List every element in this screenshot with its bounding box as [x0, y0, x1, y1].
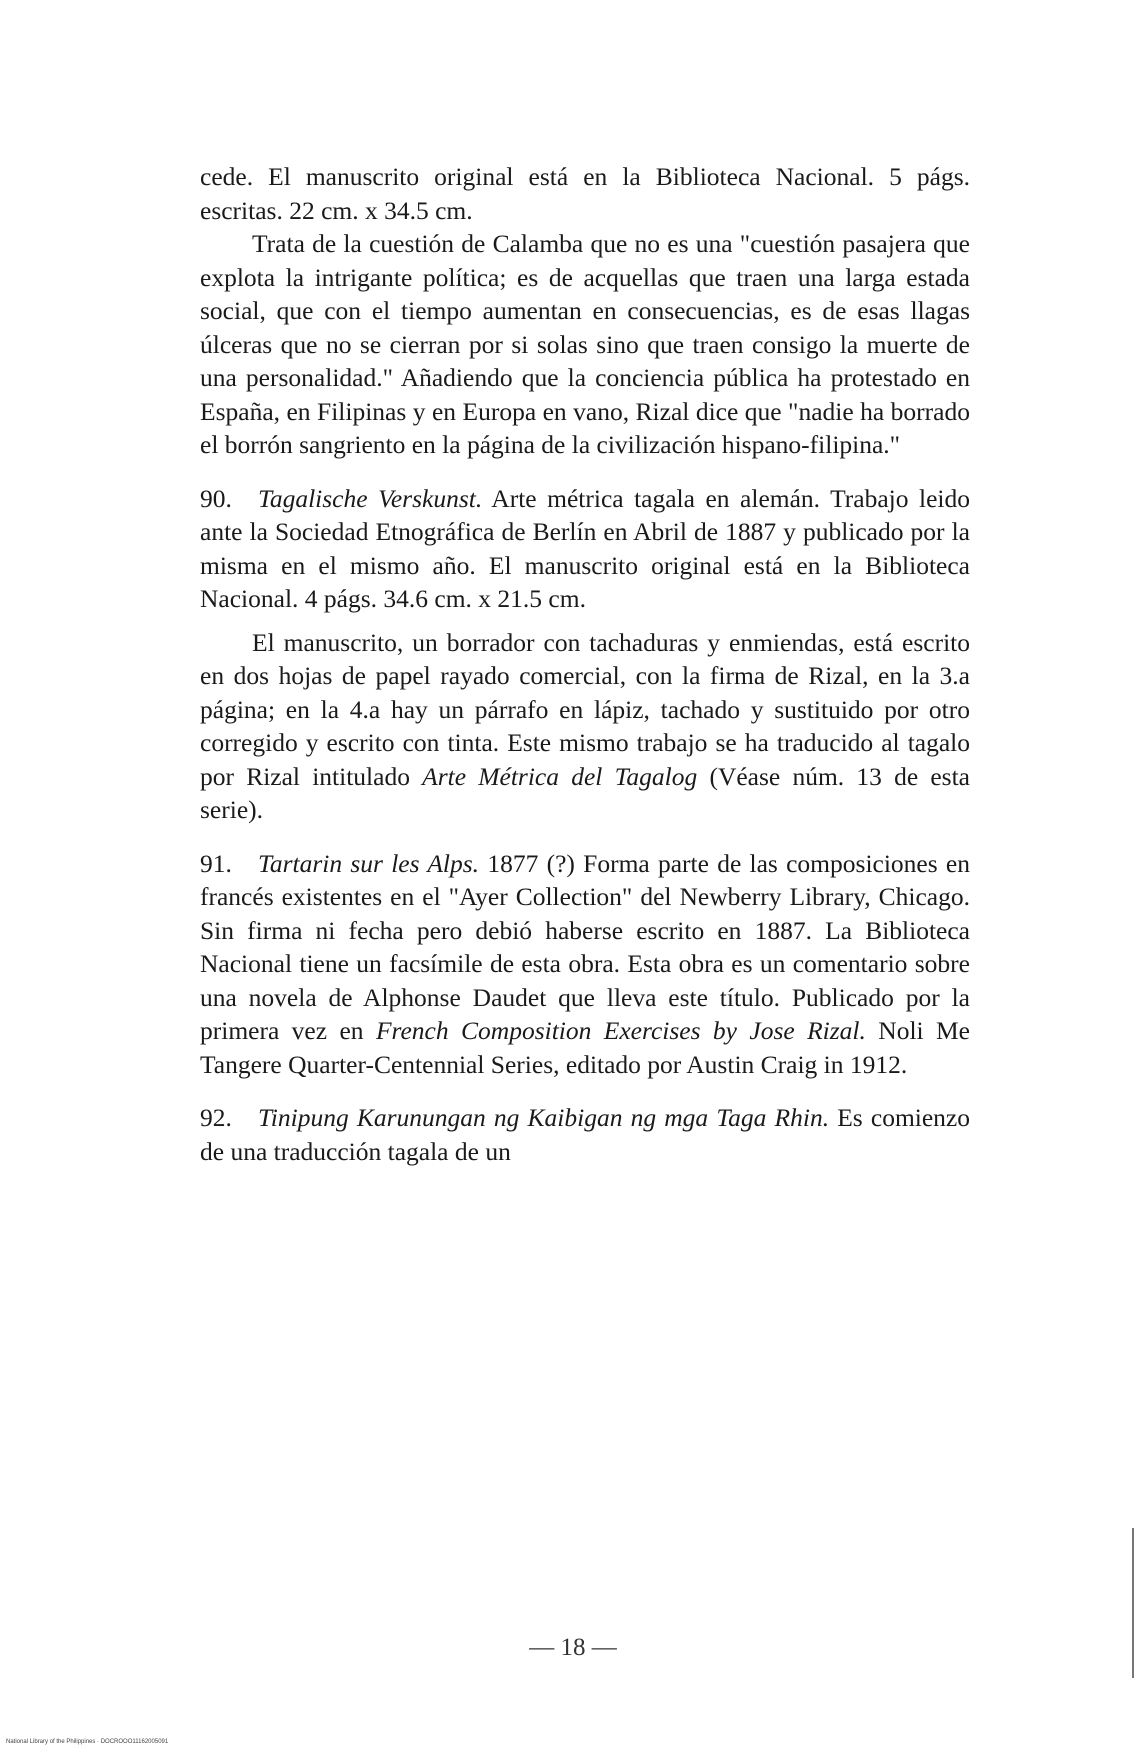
entry-text-end: Noli Me Tangere Quarter-Centennial Series, editado por Austin Craig in 1912.	[200, 1016, 971, 1079]
entry-91	[200, 847, 970, 1082]
entry-92	[200, 1101, 970, 1168]
entry-text: Es comienzo de una traducción tagala de un	[200, 1103, 970, 1166]
entry-title: Tartarin sur les Alps.	[258, 848, 480, 878]
entry-90	[200, 482, 970, 616]
continued-paragraph: cede. El manuscrito original está en la Biblioteca Nacional. 5 págs. escritas. 22 cm. x 34.5 cm.	[200, 162, 970, 225]
entry-note-italic: Arte Métrica del Tagalog	[422, 761, 698, 791]
entry-title: Tagalische Verskunst.	[258, 483, 483, 513]
page-body	[200, 160, 970, 1168]
page-number: — 18 —	[529, 1634, 617, 1661]
entry-note-text: El manuscrito, un borrador con tachaduras y enmiendas, está escrito en dos hojas de papel rayado comercial, con la firma de Rizal, en la 3.a página; en la 4.a hay un párrafo en lápiz, tachado y sustituido por otro corregido y escrito con tinta. Este mismo trabajo se ha traducido al tagalo por Rizal intitulado	[200, 627, 970, 791]
entry-text-italic: French Composition Exercises by Jose Rizal.	[375, 1016, 866, 1045]
continued-paragraph-2: Trata de la cuestión de Calamba que no es una "cuestión pasajera que explota la intrigante política; es de acquellas que traen una larga estada social, que con el tiempo aumentan en consecuencias, es de esas llagas úlceras que no se cierran por si solas sino que traen consigo la muerte de una personalidad." Añadiendo que la conciencia pública ha protestado en España, en Filipinas y en Europa en vano, Rizal dice que "nadie ha borrado el borrón sangriento en la página de la civilización hispano-filipina."	[200, 229, 970, 459]
entry-text: 1877 (?) Forma parte de las composiciones en francés existentes en el "Ayer Collection" del Newberry Library, Chicago. Sin firma ni fecha pero debió haberse escrito en 1887. La Biblioteca Nacional tiene un facsímile de esta obra. Esta obra es un comentario sobre una novela de Alphonse Daudet que lleva este título. Publicado por la primera vez en	[200, 848, 971, 1045]
footer-credit: National Library of the Philippines · DOCROOO11162005091	[6, 1739, 169, 1745]
entry-note-text-end: (Véase núm. 13 de esta serie).	[200, 761, 970, 824]
entry-title: Tinipung Karunungan ng Kaibigan ng mga Taga Rhin.	[258, 1103, 830, 1132]
entry-text: Arte métrica tagala en alemán. Trabajo leido ante la Sociedad Etnográfica de Berlín en Abril de 1887 y publicado por la misma en el mismo año. El manuscrito original está en la Biblioteca Nacional. 4 págs. 34.6 cm. x 21.5 cm.	[200, 483, 970, 613]
entry-number: 91.	[200, 848, 232, 878]
scan-edge-mark	[1132, 1528, 1134, 1678]
entry-number: 90.	[200, 483, 232, 513]
entry-90-note	[200, 626, 970, 827]
entry-number: 92.	[200, 1103, 232, 1132]
